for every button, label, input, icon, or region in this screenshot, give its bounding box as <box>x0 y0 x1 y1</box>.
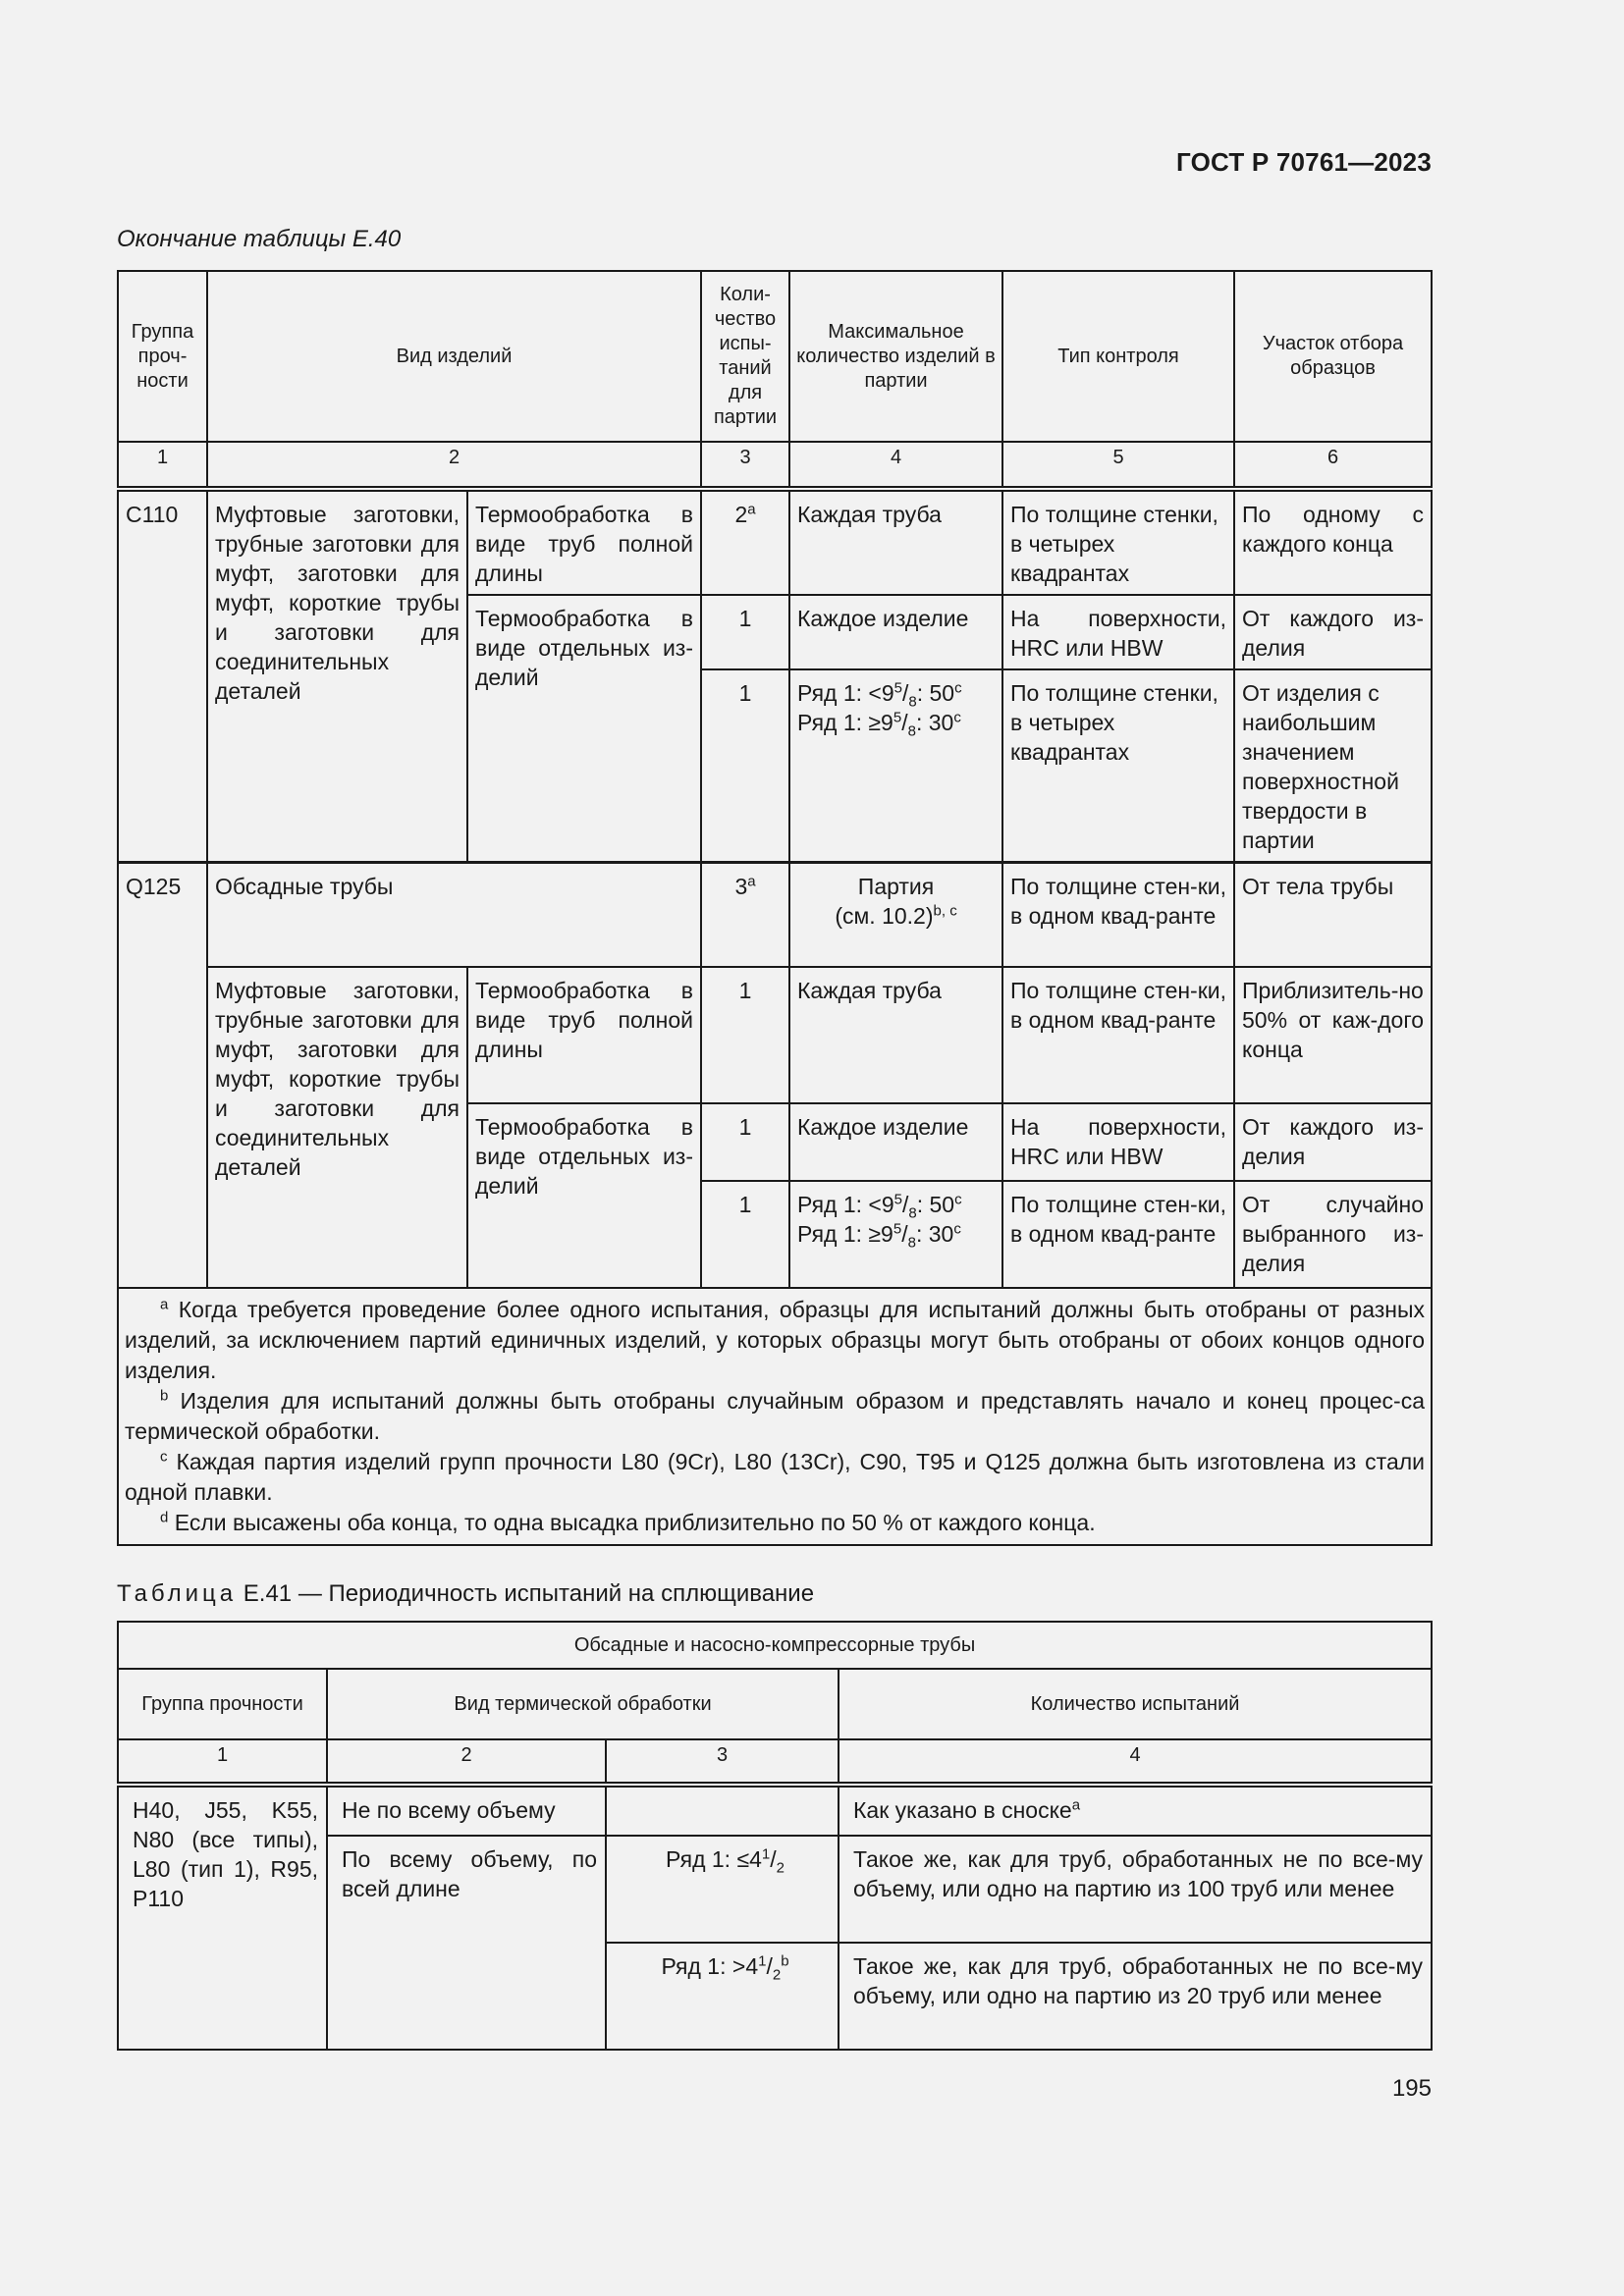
max-items-cell: Каждая труба <box>789 967 1002 1103</box>
product-cell: Обсадные трубы <box>207 863 701 967</box>
group-cell: Q125 <box>118 863 207 1288</box>
max-items-cell: Партия (см. 10.2)$^{b, c}$ <box>789 863 1002 967</box>
control-type-cell: По толщине стен-ки, в одном квад-ранте <box>1002 967 1234 1103</box>
control-type-cell: По толщине стенки, в четырех квадрантах <box>1002 489 1234 595</box>
sampling-site-cell: От изделия с наибольшим значением поверхностной твердости в партии <box>1234 669 1432 863</box>
footnote-c: $^c$ Каждая партия изделий групп прочности L80 (9Cr), L80 (13Cr), С90, Т95 и Q125 должна быть изготовлена из стали одной плавки. <box>125 1447 1426 1505</box>
heat-treatment-cell: Термообработка в виде труб полной длины <box>467 489 701 595</box>
test-count-cell: Такое же, как для труб, обработанных не по все-му объему, или одно на партию из 100 труб или менее <box>839 1836 1432 1943</box>
column-number: 5 <box>1002 442 1234 489</box>
header-test-count: Количество испытаний <box>839 1669 1432 1739</box>
max-items-cell: Каждая труба <box>789 489 1002 595</box>
header-sampling-site: Участок отбора образцов <box>1234 271 1432 442</box>
test-count-cell: 2$^a$ <box>701 489 789 595</box>
heat-treatment-cell: По всему объему, по всей длине <box>327 1836 606 2050</box>
sampling-site-cell: Приблизитель-но 50% от каж-дого конца <box>1234 967 1432 1103</box>
document-code: ГОСТ Р 70761—2023 <box>1176 147 1432 177</box>
test-count-cell: 1 <box>701 669 789 863</box>
heat-treatment-cell: Термообработка в виде отдельных из-делий <box>467 1103 701 1288</box>
header-group: Группа прочности <box>118 1669 327 1739</box>
max-items-cell: Каждое изделие <box>789 595 1002 669</box>
header-max-items: Максимальное количество изделий в партии <box>789 271 1002 442</box>
table-e41-caption: Таблица Е.41 — Периодичность испытаний на сплющивание <box>117 1580 815 1607</box>
test-count-cell: Как указано в сноске$^a$ <box>839 1785 1432 1836</box>
column-number: 1 <box>118 1739 327 1785</box>
header-product: Вид изделий <box>207 271 701 442</box>
max-items-cell: Ряд 1: $<9^5/_8$: 50$^c$ Ряд 1: $\ge 9^5/_8$: 30$^c$ <box>789 669 1002 863</box>
header-pipes: Обсадные и насосно-компрессорные трубы <box>118 1622 1432 1669</box>
control-type-cell: По толщине стен-ки, в одном квад-ранте <box>1002 1181 1234 1288</box>
sampling-site-cell: От каждого из-делия <box>1234 1103 1432 1181</box>
test-count-cell: 3$^a$ <box>701 863 789 967</box>
header-heat-treatment: Вид термической обработки <box>327 1669 839 1739</box>
product-cell: Муфтовые заготовки, трубные заготовки для муфт, заготовки для муфт, короткие трубы и заготовки для соединительных деталей <box>207 489 467 863</box>
sampling-site-cell: По одному с каждого конца <box>1234 489 1432 595</box>
heat-treatment-cell: Термообработка в виде отдельных из-делий <box>467 595 701 863</box>
column-number: 4 <box>789 442 1002 489</box>
max-items-cell: Каждое изделие <box>789 1103 1002 1181</box>
product-cell: Муфтовые заготовки, трубные заготовки для муфт, заготовки для муфт, короткие трубы и заготовки для соединительных деталей <box>207 967 467 1288</box>
table-e41 <box>117 1621 1433 2051</box>
column-number: 2 <box>327 1739 606 1785</box>
footnotes <box>118 1288 1432 1545</box>
header-test-count: Коли-чество испы-таний для партии <box>701 271 789 442</box>
column-number: 1 <box>118 442 207 489</box>
test-count-cell: 1 <box>701 1103 789 1181</box>
header-group: Группа проч-ности <box>118 271 207 442</box>
control-type-cell: По толщине стенки, в четырех квадрантах <box>1002 669 1234 863</box>
table-e40-caption: Окончание таблицы Е.40 <box>117 226 402 252</box>
control-type-cell: На поверхности, HRC или HBW <box>1002 595 1234 669</box>
column-number: 6 <box>1234 442 1432 489</box>
max-items-cell: Ряд 1: $<9^5/_8$: 50$^c$ Ряд 1: $\ge 9^5/_8$: 30$^c$ <box>789 1181 1002 1288</box>
heat-treatment-cell: Не по всему объему <box>327 1785 606 1836</box>
test-count-cell: 1 <box>701 967 789 1103</box>
heat-treatment-cell: Термообработка в виде труб полной длины <box>467 967 701 1103</box>
footnote-b: $^b$ Изделия для испытаний должны быть отобраны случайным образом и представлять начало и конец процес-са термической обработки. <box>125 1386 1426 1444</box>
group-cell: С110 <box>118 489 207 863</box>
test-count-cell: Такое же, как для труб, обработанных не по все-му объему, или одно на партию из 20 труб или менее <box>839 1943 1432 2050</box>
sampling-site-cell: От каждого из-делия <box>1234 595 1432 669</box>
column-number: 4 <box>839 1739 1432 1785</box>
footnote-d: $^d$ Если высажены оба конца, то одна высадка приблизительно по 50 % от каждого конца. <box>160 1508 1096 1535</box>
group-cell: H40, J55, K55, N80 (все типы), L80 (тип 1), R95, P110 <box>118 1785 327 2050</box>
sampling-site-cell: От тела трубы <box>1234 863 1432 967</box>
header-control-type: Тип контроля <box>1002 271 1234 442</box>
series-cell: Ряд 1: $>4^1/_2^b$ <box>606 1943 839 2050</box>
page-number: 195 <box>1391 2075 1432 2102</box>
column-number: 2 <box>207 442 701 489</box>
column-number: 3 <box>701 442 789 489</box>
test-count-cell: 1 <box>701 1181 789 1288</box>
footnote-a: $^a$ Когда требуется проведение более одного испытания, образцы для испытаний должны быть отобраны от разных изделий, за исключением партий единичных изделий, у которых образцы могут быть отобраны от обоих концов одного изделия. <box>125 1295 1426 1383</box>
table-e40 <box>117 270 1433 1546</box>
series-cell <box>606 1785 839 1836</box>
sampling-site-cell: От случайно выбранного из-делия <box>1234 1181 1432 1288</box>
series-cell: Ряд 1: $\le 4^1/_2$ <box>606 1836 839 1943</box>
test-count-cell: 1 <box>701 595 789 669</box>
control-type-cell: По толщине стен-ки, в одном квад-ранте <box>1002 863 1234 967</box>
column-number: 3 <box>606 1739 839 1785</box>
control-type-cell: На поверхности, HRC или HBW <box>1002 1103 1234 1181</box>
